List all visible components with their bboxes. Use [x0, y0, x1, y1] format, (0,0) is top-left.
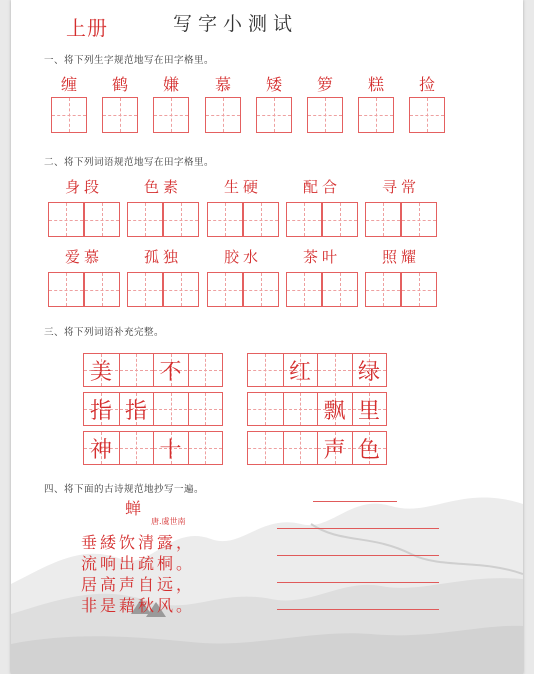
section1-char: 慕: [214, 75, 231, 94]
idiom-cell[interactable]: [248, 393, 282, 425]
idiom-char: 美: [89, 359, 112, 385]
idiom-char: 里: [357, 398, 380, 424]
idiom-cell[interactable]: [248, 432, 282, 464]
idiom-cell[interactable]: [248, 354, 282, 386]
page-title: 写字小测试: [173, 13, 299, 35]
tianzige-box[interactable]: [358, 97, 394, 133]
tianzige-box[interactable]: [365, 272, 401, 307]
idiom-cell[interactable]: [188, 354, 222, 386]
idiom-cell[interactable]: [119, 354, 153, 386]
idiom-cell[interactable]: [153, 432, 187, 464]
tianzige-box[interactable]: [163, 202, 199, 237]
idiom-cell[interactable]: [352, 354, 386, 386]
section2-word: 茶叶: [302, 248, 341, 266]
tianzige-box[interactable]: [205, 97, 241, 133]
section2-word: 身段: [64, 178, 103, 196]
idiom-cell[interactable]: [153, 354, 187, 386]
idiom-char: 指: [89, 398, 112, 424]
idiom-cell[interactable]: [317, 432, 351, 464]
tianzige-box[interactable]: [153, 97, 189, 133]
idiom-cell[interactable]: [352, 432, 386, 464]
section3-instruction: 三、将下列词语补充完整。: [44, 327, 165, 338]
idiom-cell[interactable]: [317, 393, 351, 425]
tianzige-box[interactable]: [48, 272, 84, 307]
tianzige-box[interactable]: [102, 97, 138, 133]
writing-line[interactable]: [313, 501, 397, 502]
section2-word: 照耀: [381, 248, 420, 266]
poem-line: 非是藉秋风。: [81, 596, 196, 615]
tianzige-box[interactable]: [401, 202, 437, 237]
tianzige-box[interactable]: [163, 272, 199, 307]
section1-char: 糕: [367, 75, 384, 94]
idiom-grid-left: [83, 431, 223, 465]
poem-body: [81, 532, 195, 616]
section1-char: 箩: [316, 75, 333, 94]
idiom-grid-left: [83, 353, 223, 387]
idiom-cell[interactable]: [153, 393, 187, 425]
idiom-grid-right: [247, 392, 387, 426]
idiom-cell[interactable]: [84, 432, 118, 464]
tianzige-box[interactable]: [48, 202, 84, 237]
idiom-cell[interactable]: [84, 354, 118, 386]
tianzige-box[interactable]: [286, 202, 322, 237]
writing-line[interactable]: [277, 528, 439, 529]
poem-line: 流响出疏桐。: [81, 554, 196, 573]
tianzige-box[interactable]: [127, 202, 163, 237]
tianzige-box[interactable]: [51, 97, 87, 133]
idiom-grid-right: [247, 353, 387, 387]
idiom-cell[interactable]: [352, 393, 386, 425]
section2-word: 配合: [302, 178, 341, 196]
idiom-char: 色: [357, 437, 380, 463]
idiom-cell[interactable]: [283, 432, 317, 464]
idiom-char: 红: [288, 359, 311, 385]
section2-word: 生硬: [223, 178, 262, 196]
tianzige-box[interactable]: [243, 202, 279, 237]
tianzige-box[interactable]: [207, 272, 243, 307]
tianzige-box[interactable]: [286, 272, 322, 307]
tianzige-box[interactable]: [127, 272, 163, 307]
poem-author: 唐.虞世南: [151, 517, 186, 526]
section2-word: 寻常: [381, 178, 420, 196]
idiom-char: 绿: [357, 359, 380, 385]
idiom-cell[interactable]: [188, 393, 222, 425]
section4-instruction: 四、将下面的古诗规范地抄写一遍。: [44, 484, 205, 495]
writing-line[interactable]: [277, 609, 439, 610]
worksheet-page: [11, 0, 523, 674]
writing-line[interactable]: [277, 582, 439, 583]
idiom-cell[interactable]: [283, 393, 317, 425]
tianzige-box[interactable]: [207, 202, 243, 237]
idiom-cell[interactable]: [119, 432, 153, 464]
poem-title: 蝉: [125, 499, 142, 518]
idiom-cell[interactable]: [317, 354, 351, 386]
section2-word: 孤独: [143, 248, 182, 266]
writing-line[interactable]: [277, 555, 439, 556]
idiom-cell[interactable]: [119, 393, 153, 425]
tianzige-box[interactable]: [256, 97, 292, 133]
tianzige-box[interactable]: [243, 272, 279, 307]
tianzige-box[interactable]: [84, 202, 120, 237]
tianzige-box[interactable]: [307, 97, 343, 133]
idiom-char: 神: [89, 437, 112, 463]
poem-line: 居高声自远，: [81, 575, 196, 594]
tianzige-box[interactable]: [322, 272, 358, 307]
section1-char: 嫌: [162, 75, 179, 94]
section1-char: 捡: [418, 75, 435, 94]
section2-instruction: 二、将下列词语规范地写在田字格里。: [44, 157, 215, 168]
tianzige-box[interactable]: [365, 202, 401, 237]
idiom-grid-right: [247, 431, 387, 465]
tianzige-box[interactable]: [322, 202, 358, 237]
idiom-char: 不: [159, 359, 182, 385]
idiom-char: 声: [323, 437, 346, 463]
tianzige-box[interactable]: [401, 272, 437, 307]
idiom-char: 飘: [323, 398, 346, 424]
poem-line: 垂緌饮清露，: [81, 533, 196, 552]
idiom-grid-left: [83, 392, 223, 426]
section1-char: 鹤: [111, 75, 128, 94]
idiom-cell[interactable]: [188, 432, 222, 464]
section2-word: 爱慕: [64, 248, 103, 266]
section1-char: 缠: [60, 75, 77, 94]
section2-word: 色素: [143, 178, 182, 196]
section1-instruction: 一、将下列生字规范地写在田字格里。: [44, 55, 215, 66]
idiom-cell[interactable]: [84, 393, 118, 425]
section2-word: 胶水: [223, 248, 262, 266]
idiom-char: 十: [159, 437, 182, 463]
volume-label: 上册: [66, 16, 108, 40]
tianzige-box[interactable]: [84, 272, 120, 307]
idiom-cell[interactable]: [283, 354, 317, 386]
tianzige-box[interactable]: [409, 97, 445, 133]
section1-char: 矮: [265, 75, 282, 94]
idiom-char: 指: [124, 398, 147, 424]
